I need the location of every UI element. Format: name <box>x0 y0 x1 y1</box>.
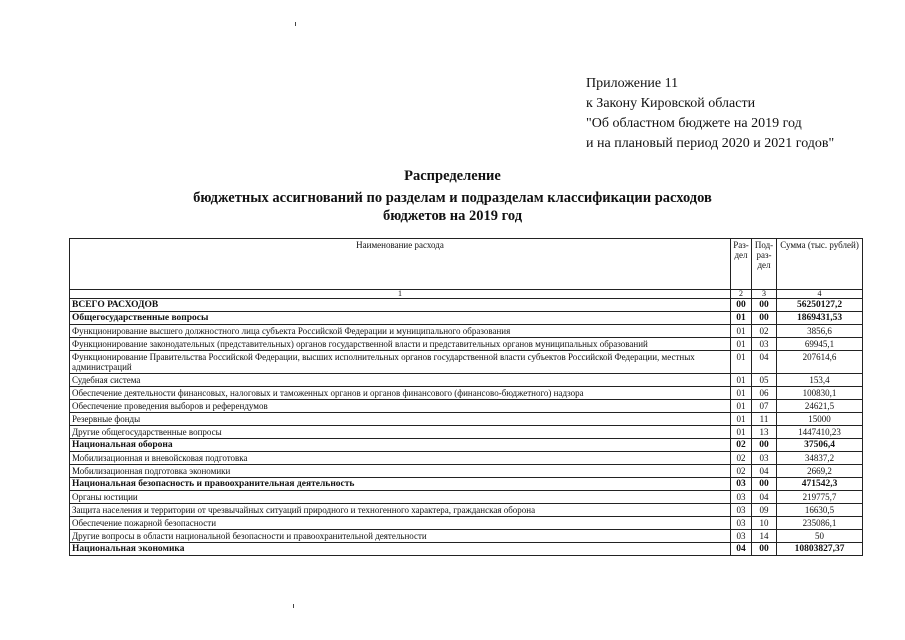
row-section-code: 01 <box>731 325 752 338</box>
row-subsection-code: 04 <box>752 491 777 504</box>
table-row <box>70 400 863 413</box>
table-row <box>70 530 863 543</box>
row-section-code: 01 <box>731 351 752 374</box>
row-name: Функционирование законодательных (представительных) органов государственной власти и представительных органов муниципальных образований <box>70 338 731 351</box>
row-name: Обеспечение пожарной безопасности <box>70 517 731 530</box>
row-subsection-code: 13 <box>752 426 777 439</box>
appendix-line: "Об областном бюджете на 2019 год <box>586 116 802 131</box>
header-name: Наименование расхода <box>70 239 731 290</box>
table-row <box>70 465 863 478</box>
row-amount: 34837,2 <box>777 452 863 465</box>
column-numbers-row <box>70 290 863 299</box>
table-row <box>70 543 863 556</box>
row-name: Органы юстиции <box>70 491 731 504</box>
row-amount: 2669,2 <box>777 465 863 478</box>
row-subsection-code: 11 <box>752 413 777 426</box>
table-row <box>70 491 863 504</box>
appendix-header <box>586 74 834 154</box>
column-number: 2 <box>731 290 752 299</box>
row-name: Мобилизационная и вневойсковая подготовка <box>70 452 731 465</box>
row-amount: 235086,1 <box>777 517 863 530</box>
row-section-code: 01 <box>731 387 752 400</box>
row-name: Судебная система <box>70 374 731 387</box>
document-subtitle: бюджетных ассигнований по разделам и подразделам классификации расходов <box>193 190 712 206</box>
row-name: Другие вопросы в области национальной безопасности и правоохранительной деятельности <box>70 530 731 543</box>
row-name: Функционирование Правительства Российской Федерации, высших исполнительных органов государственной власти субъектов Российской Федерации, местных администраций <box>70 351 731 374</box>
column-number: 3 <box>752 290 777 299</box>
appendix-line: и на плановый период 2020 и 2021 годов" <box>586 136 835 151</box>
row-amount: 15000 <box>777 413 863 426</box>
document-title: Распределение <box>404 168 501 184</box>
row-name: Резервные фонды <box>70 413 731 426</box>
header-amount: Сумма (тыс. рублей) <box>777 239 863 290</box>
row-subsection-code: 10 <box>752 517 777 530</box>
row-name: Обеспечение деятельности финансовых, налоговых и таможенных органов и органов финансового (финансово-бюджетного) надзора <box>70 387 731 400</box>
table-row <box>70 504 863 517</box>
row-subsection-code: 14 <box>752 530 777 543</box>
row-section-code: 01 <box>731 413 752 426</box>
row-name: Защита населения и территории от чрезвычайных ситуаций природного и техногенного характера, гражданская оборона <box>70 504 731 517</box>
header-section: Раз-дел <box>731 239 752 290</box>
row-subsection-code: 04 <box>752 351 777 374</box>
row-section-code: 03 <box>731 530 752 543</box>
table-row <box>70 413 863 426</box>
row-subsection-code: 07 <box>752 400 777 413</box>
row-amount: 16630,5 <box>777 504 863 517</box>
document-subtitle-year: бюджетов на 2019 год <box>382 208 523 224</box>
table-row <box>70 426 863 439</box>
row-amount: 471542,3 <box>777 478 863 491</box>
table-row <box>70 338 863 351</box>
appendix-line: Приложение 11 <box>586 76 679 91</box>
row-amount: 219775,7 <box>777 491 863 504</box>
table-row <box>70 478 863 491</box>
row-subsection-code: 09 <box>752 504 777 517</box>
row-name: Функционирование высшего должностного лица субъекта Российской Федерации и муниципального образования <box>70 325 731 338</box>
row-section-code: 01 <box>731 338 752 351</box>
row-amount: 1869431,53 <box>777 312 863 325</box>
row-subsection-code: 00 <box>752 478 777 491</box>
row-amount: 56250127,2 <box>777 299 863 312</box>
row-subsection-code: 00 <box>752 439 777 452</box>
row-name: Национальная экономика <box>70 543 731 556</box>
table-row <box>70 387 863 400</box>
row-subsection-code: 06 <box>752 387 777 400</box>
row-section-code: 02 <box>731 439 752 452</box>
row-subsection-code: 00 <box>752 543 777 556</box>
row-name: ВСЕГО РАСХОДОВ <box>70 299 731 312</box>
row-section-code: 01 <box>731 426 752 439</box>
row-subsection-code: 05 <box>752 374 777 387</box>
table-row <box>70 299 863 312</box>
table-row <box>70 351 863 374</box>
row-section-code: 02 <box>731 452 752 465</box>
row-subsection-code: 00 <box>752 299 777 312</box>
row-amount: 69945,1 <box>777 338 863 351</box>
row-amount: 37506,4 <box>777 439 863 452</box>
row-name: Обеспечение проведения выборов и референдумов <box>70 400 731 413</box>
row-amount: 50 <box>777 530 863 543</box>
table-row <box>70 452 863 465</box>
budget-table <box>69 238 863 556</box>
row-section-code: 03 <box>731 478 752 491</box>
appendix-line: к Закону Кировской области <box>586 96 756 111</box>
row-section-code: 01 <box>731 374 752 387</box>
row-name: Мобилизационная подготовка экономики <box>70 465 731 478</box>
row-amount: 207614,6 <box>777 351 863 374</box>
row-name: Общегосударственные вопросы <box>70 312 731 325</box>
column-number: 1 <box>70 290 731 299</box>
row-section-code: 01 <box>731 400 752 413</box>
row-name: Другие общегосударственные вопросы <box>70 426 731 439</box>
row-amount: 24621,5 <box>777 400 863 413</box>
table-row <box>70 325 863 338</box>
scan-mark-top <box>295 22 296 26</box>
row-section-code: 04 <box>731 543 752 556</box>
row-section-code: 01 <box>731 312 752 325</box>
row-amount: 1447410,23 <box>777 426 863 439</box>
header-subsection: Под-раз-дел <box>752 239 777 290</box>
table-body <box>70 299 863 556</box>
row-subsection-code: 03 <box>752 452 777 465</box>
table-row <box>70 439 863 452</box>
column-number: 4 <box>777 290 863 299</box>
row-section-code: 03 <box>731 504 752 517</box>
row-amount: 10803827,37 <box>777 543 863 556</box>
row-amount: 100830,1 <box>777 387 863 400</box>
row-name: Национальная оборона <box>70 439 731 452</box>
row-subsection-code: 04 <box>752 465 777 478</box>
table-header-row <box>70 239 863 290</box>
row-amount: 3856,6 <box>777 325 863 338</box>
row-section-code: 03 <box>731 491 752 504</box>
row-subsection-code: 03 <box>752 338 777 351</box>
row-section-code: 00 <box>731 299 752 312</box>
row-section-code: 02 <box>731 465 752 478</box>
row-section-code: 03 <box>731 517 752 530</box>
table-row <box>70 312 863 325</box>
row-subsection-code: 02 <box>752 325 777 338</box>
row-subsection-code: 00 <box>752 312 777 325</box>
scan-mark-bottom <box>293 604 294 608</box>
row-amount: 153,4 <box>777 374 863 387</box>
table-row <box>70 374 863 387</box>
table-row <box>70 517 863 530</box>
row-name: Национальная безопасность и правоохранительная деятельность <box>70 478 731 491</box>
